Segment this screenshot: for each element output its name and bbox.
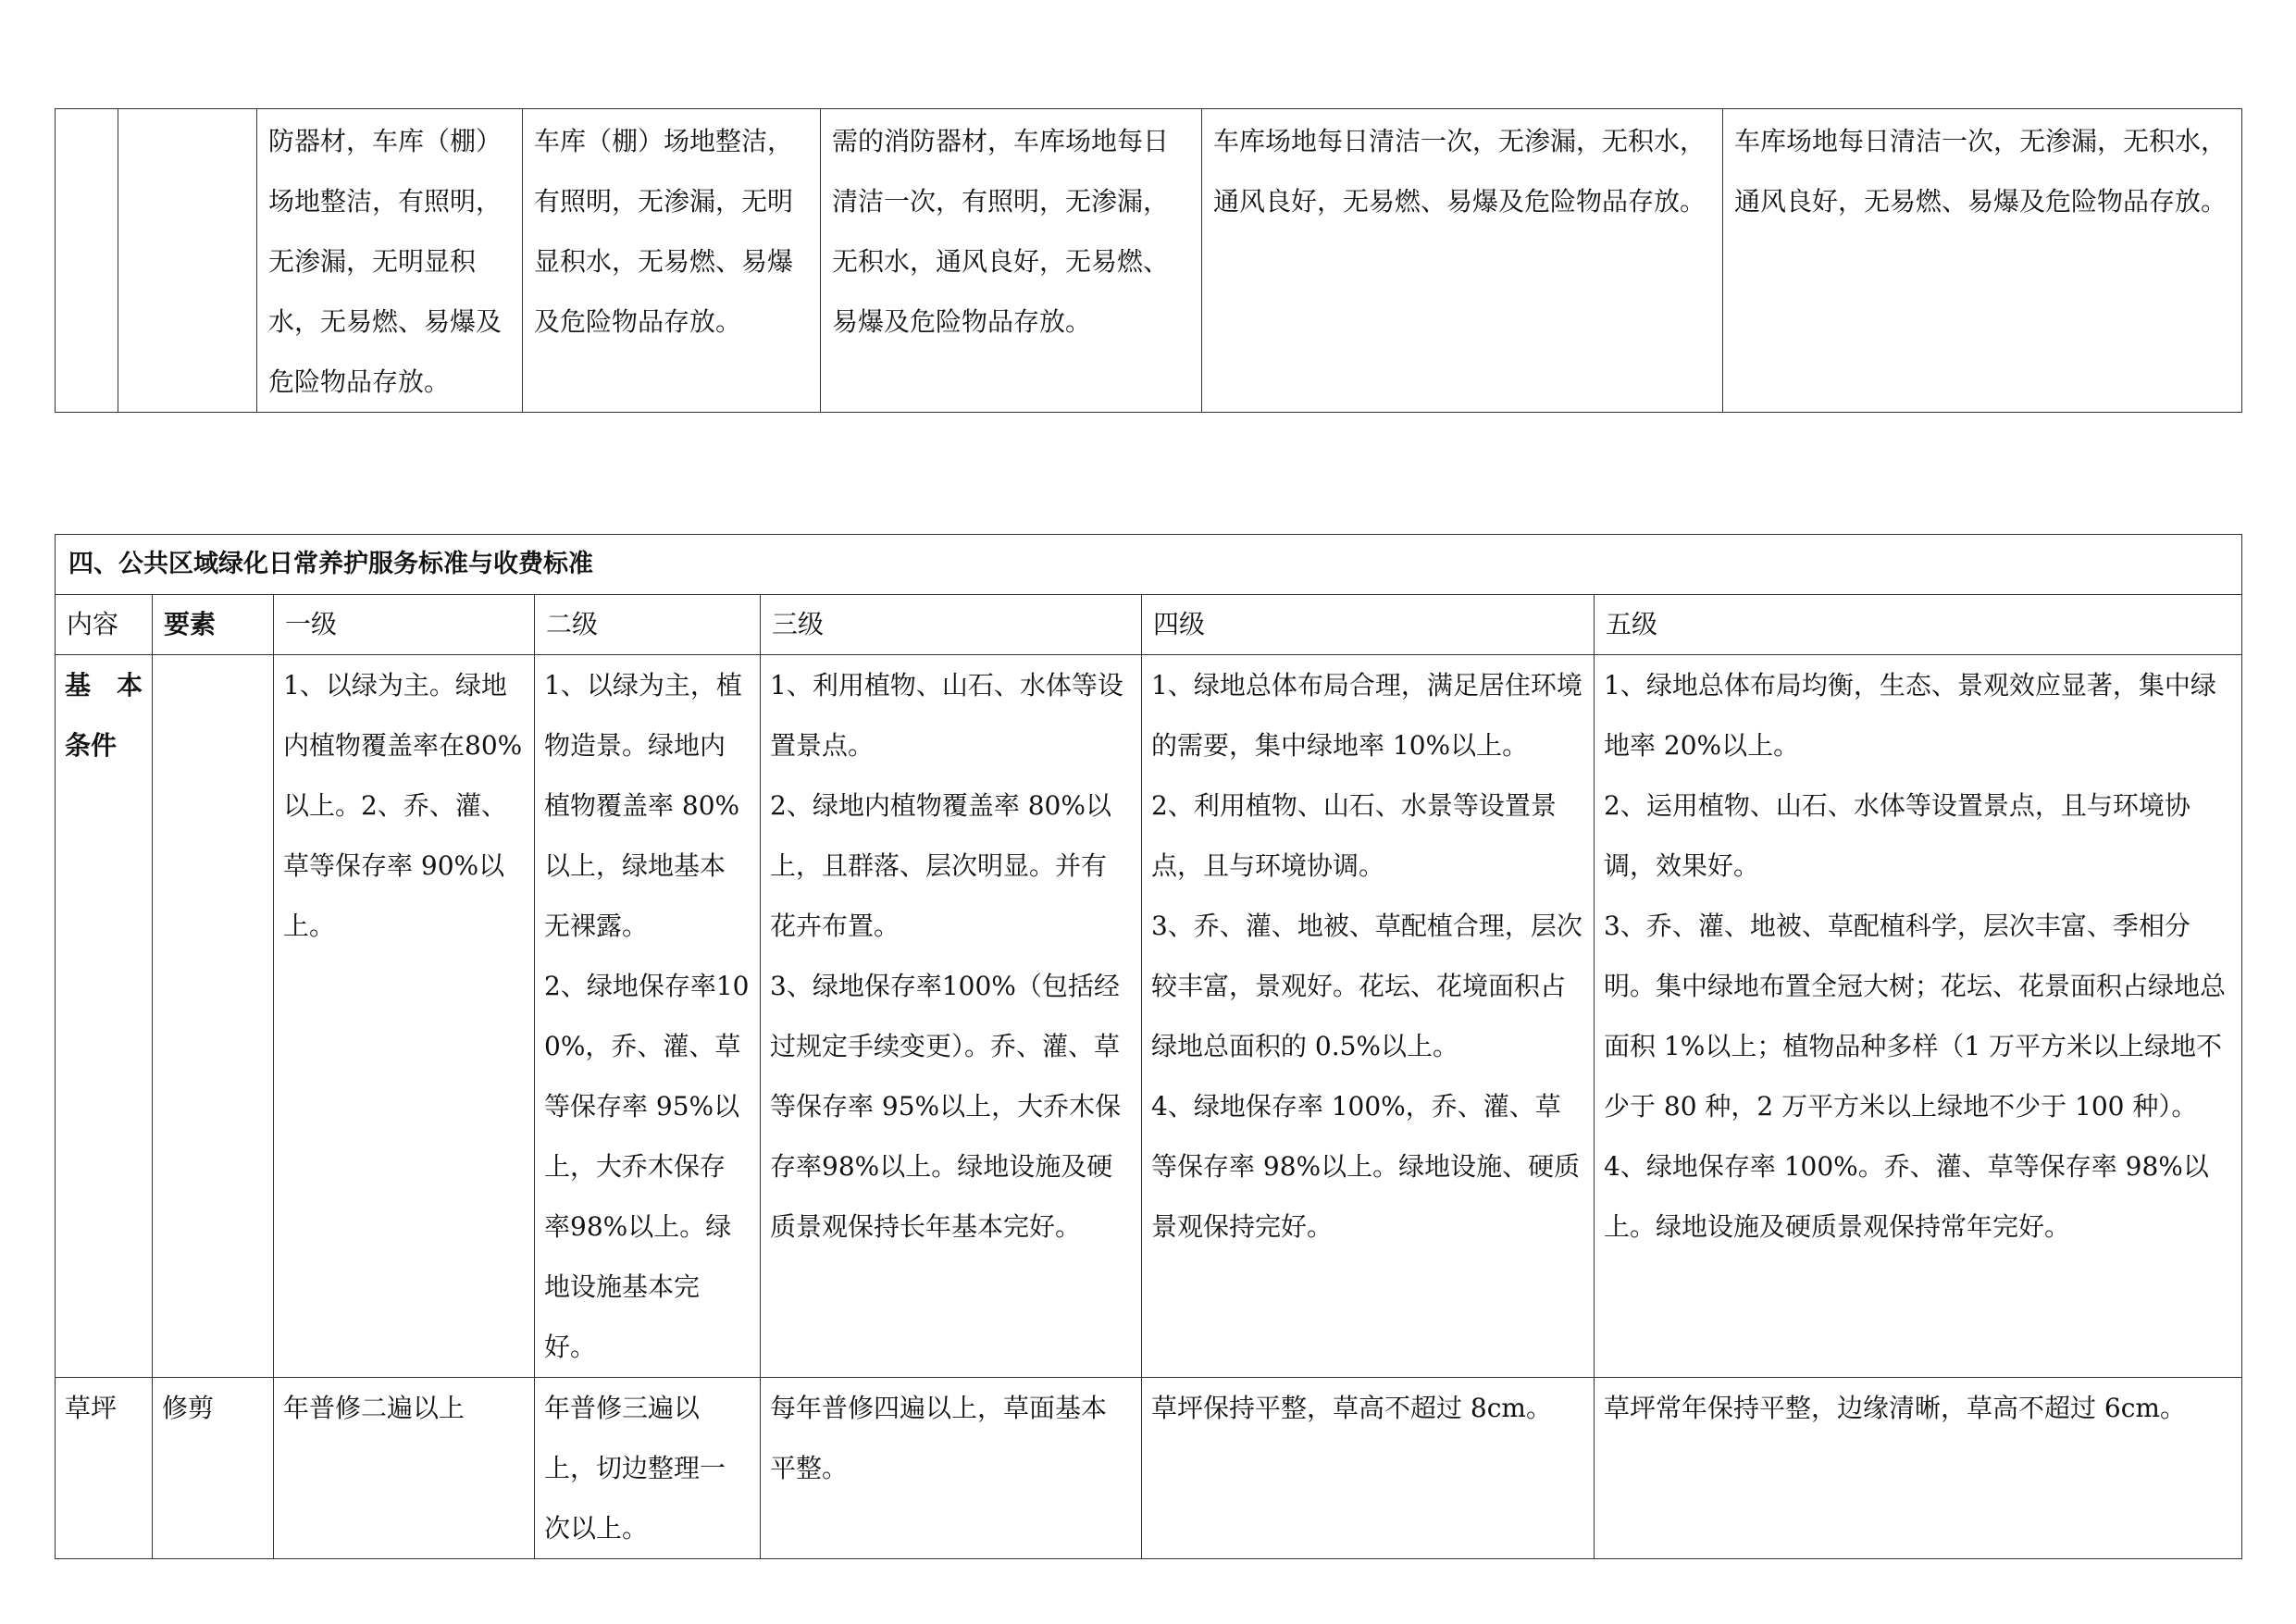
level-1-cell: 1、以绿为主。绿地内植物覆盖率在80%以上。2、乔、灌、草等保存率 90%以上。 <box>274 655 535 1378</box>
table-cell: 车库（棚）场地整洁，有照明，无渗漏，无明显积水，无易燃、易爆及危险物品存放。 <box>523 109 821 413</box>
header-content: 内容 <box>56 595 153 655</box>
table-cell: 车库场地每日清洁一次，无渗漏，无积水，通风良好，无易燃、易爆及危险物品存放。 <box>1202 109 1723 413</box>
table-row <box>56 1378 2242 1559</box>
row-content-cell: 草坪 <box>56 1378 153 1559</box>
header-level-5: 五级 <box>1595 595 2242 655</box>
level-5-cell: 草坪常年保持平整，边缘清晰，草高不超过 6cm。 <box>1595 1378 2242 1559</box>
greening-standards-table <box>55 534 2242 1559</box>
header-level-1: 一级 <box>274 595 535 655</box>
table-row <box>56 109 2242 413</box>
level-2-cell: 年普修三遍以上，切边整理一次以上。 <box>535 1378 761 1559</box>
header-row <box>56 595 2242 655</box>
level-3-cell: 每年普修四遍以上，草面基本平整。 <box>761 1378 1142 1559</box>
table-cell: 防器材，车库（棚）场地整洁，有照明，无渗漏，无明显积水，无易燃、易爆及危险物品存放。 <box>257 109 523 413</box>
table-cell <box>118 109 257 413</box>
header-level-4: 四级 <box>1142 595 1595 655</box>
table-row <box>56 655 2242 1378</box>
header-element: 要素 <box>153 595 274 655</box>
section-title: 四、公共区域绿化日常养护服务标准与收费标准 <box>56 535 2242 595</box>
header-level-3: 三级 <box>761 595 1142 655</box>
table-cell <box>56 109 118 413</box>
section-title-row <box>56 535 2242 595</box>
level-3-cell: 1、利用植物、山石、水体等设置景点。 2、绿地内植物覆盖率 80%以上，且群落、层次明显。并有花卉布置。 3、绿地保存率100%（包括经过规定手续变更）。乔、灌、草等保存率 95%以上，大乔木保存率98%以上。绿地设施及硬质景观保持长年基本完好。 <box>761 655 1142 1378</box>
level-4-cell: 草坪保持平整，草高不超过 8cm。 <box>1142 1378 1595 1559</box>
top-table-fragment <box>55 108 2242 413</box>
level-1-cell: 年普修二遍以上 <box>274 1378 535 1559</box>
level-2-cell: 1、以绿为主，植物造景。绿地内植物覆盖率 80%以上，绿地基本无裸露。 2、绿地保存率100%，乔、灌、草等保存率 95%以上，大乔木保存率98%以上。绿地设施基本完好。 <box>535 655 761 1378</box>
table-cell: 车库场地每日清洁一次，无渗漏，无积水，通风良好，无易燃、易爆及危险物品存放。 <box>1723 109 2242 413</box>
row-element-cell <box>153 655 274 1378</box>
row-content-cell: 基 本 条件 <box>56 655 153 1378</box>
table-cell: 需的消防器材，车库场地每日清洁一次，有照明，无渗漏，无积水，通风良好，无易燃、易爆及危险物品存放。 <box>821 109 1202 413</box>
header-level-2: 二级 <box>535 595 761 655</box>
row-element-cell: 修剪 <box>153 1378 274 1559</box>
level-5-cell: 1、绿地总体布局均衡，生态、景观效应显著，集中绿地率 20%以上。 2、运用植物、山石、水体等设置景点，且与环境协调，效果好。 3、乔、灌、地被、草配植科学，层次丰富、季相分明。集中绿地布置全冠大树；花坛、花景面积占绿地总面积 1%以上；植物品种多样（1 万平方米以上绿地不少于 80 种，2 万平方米以上绿地不少于 100 种）。 4、绿地保存率 100%。乔、灌、草等保存率 98%以上。绿地设施及硬质景观保持常年完好。 <box>1595 655 2242 1378</box>
level-4-cell: 1、绿地总体布局合理，满足居住环境的需要，集中绿地率 10%以上。 2、利用植物、山石、水景等设置景点，且与环境协调。 3、乔、灌、地被、草配植合理，层次较丰富，景观好。花坛、花境面积占绿地总面积的 0.5%以上。 4、绿地保存率 100%，乔、灌、草等保存率 98%以上。绿地设施、硬质景观保持完好。 <box>1142 655 1595 1378</box>
